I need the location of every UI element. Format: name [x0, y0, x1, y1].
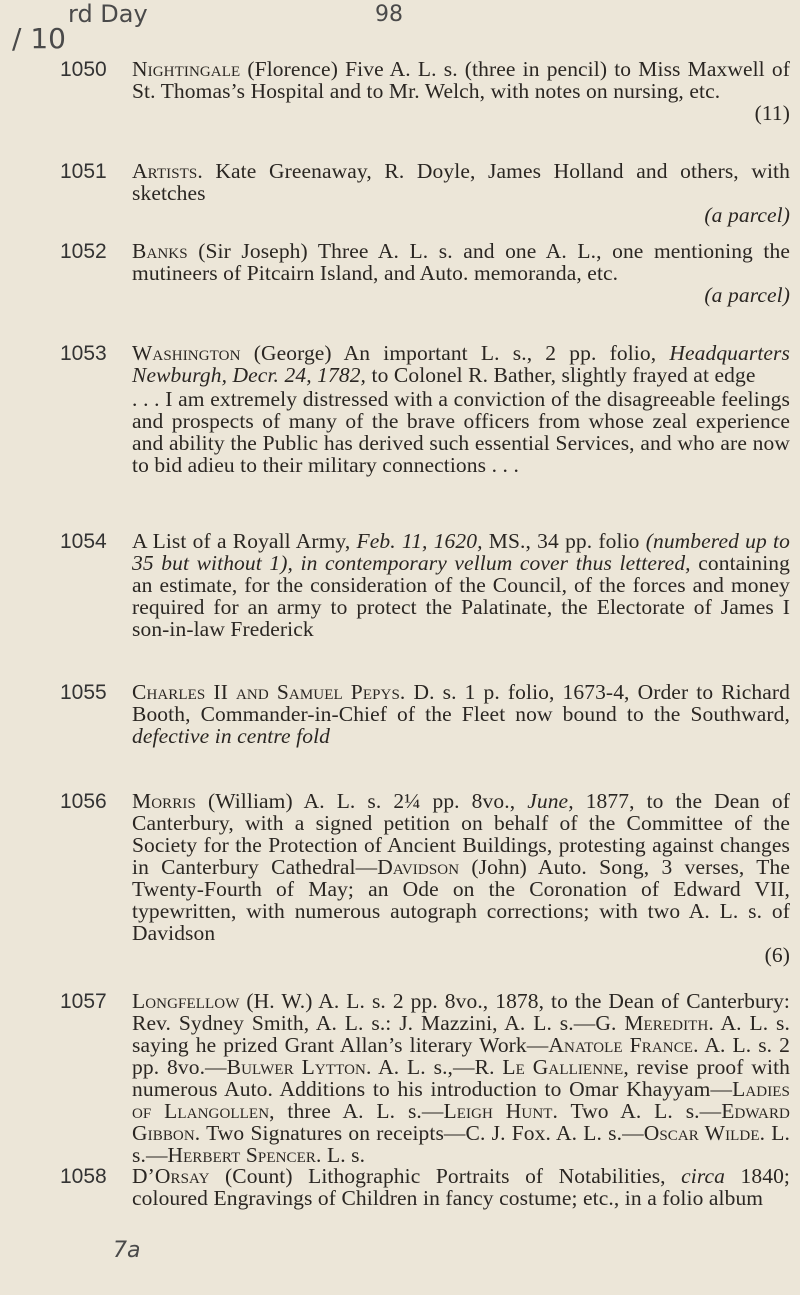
- lot-text: A List of a Royall Army,: [132, 529, 351, 553]
- lot-text: three A. L. s.—: [287, 1099, 444, 1123]
- lot-heading: Oscar Wilde.: [643, 1121, 766, 1145]
- lot-heading: Edward Gibbon.: [132, 1099, 790, 1145]
- lot-entry: [60, 240, 790, 306]
- lot-number: 1055: [60, 681, 107, 704]
- handwritten-page-number: 98: [375, 2, 403, 27]
- lot-heading: Morris: [132, 789, 196, 813]
- lot-text: MS., 34 pp. folio: [488, 529, 640, 553]
- lot-number: 1056: [60, 790, 107, 813]
- lot-heading: Anatole France.: [548, 1033, 699, 1057]
- lot-text: A. L. s. saying he prized Grant Allan’s literary Work—: [132, 1011, 790, 1057]
- lot-text-italic: June,: [527, 789, 574, 813]
- lot-heading: Washington: [132, 341, 241, 365]
- lot-description: [132, 1165, 790, 1209]
- lot-heading: Ladies of Llangollen,: [132, 1077, 790, 1123]
- lot-description: [132, 530, 790, 640]
- lot-text: (William) A. L. s. 2¼ pp. 8vo.,: [207, 789, 516, 813]
- lot-entry: [60, 790, 790, 966]
- lot-text: (Sir Joseph) Three A. L. s. and one A. L., one mentioning the mutineers of Pitcairn Island, and Auto. memoranda, etc.: [132, 239, 790, 285]
- lot-text: (John) Auto. Song, 3 verses, The Twenty-Fourth of May; an Ode on the Coronation of Edward VII, typewritten, with numerous autograph corrections; with two A. L. s. of Davidson: [132, 855, 790, 945]
- lot-number: 1052: [60, 240, 107, 263]
- lot-heading: D’Orsay: [132, 1164, 210, 1188]
- lot-heading: Leigh Hunt.: [443, 1099, 558, 1123]
- lot-text: revise proof with numerous Auto. Additions to his introduction to Omar Khayyam—: [132, 1055, 791, 1101]
- lot-text: 1877, to the Dean of Canterbury, with a signed petition on behalf of the Committee of the Society for the Protection of Ancient Buildings, protesting against changes in Canterbury Cathedral—: [132, 789, 791, 879]
- lot-number: 1057: [60, 990, 107, 1013]
- lot-entry: [60, 681, 790, 747]
- lot-count: (6): [764, 943, 790, 967]
- lot-count: (a parcel): [704, 283, 790, 307]
- lot-heading: Herbert Spencer.: [167, 1143, 322, 1167]
- lot-text: A. L. s. 2 pp. 8vo.—: [132, 1033, 790, 1079]
- lot-description: [132, 240, 790, 306]
- lot-entry: [60, 342, 790, 476]
- lot-text-italic: circa: [681, 1164, 726, 1188]
- lot-text: L. s.: [326, 1143, 366, 1167]
- lot-number: 1054: [60, 530, 107, 553]
- lot-heading: Nightingale: [132, 57, 241, 81]
- lot-text-italic: (numbered up to 35 but without 1), in contemporary vellum cover thus lettered,: [132, 529, 790, 575]
- lot-heading: Meredith.: [624, 1011, 714, 1035]
- lot-entry: [60, 160, 790, 226]
- lot-count: (11): [754, 101, 790, 125]
- lot-number: 1053: [60, 342, 107, 365]
- lot-text: (Florence) Five A. L. s. (three in pencil) to Miss Maxwell of St. Thomas’s Hospital and to Mr. Welch, with notes on nursing, etc.: [132, 57, 790, 103]
- lot-text: 1840; coloured Engravings of Children in fancy costume; etc., in a folio album: [132, 1164, 790, 1210]
- lot-heading: Artists.: [132, 159, 203, 183]
- handwritten-lot-mark: / 10: [12, 22, 66, 55]
- lot-heading: Longfellow: [132, 989, 240, 1013]
- lot-heading: Bulwer Lytton.: [226, 1055, 372, 1079]
- lot-heading: Le Gallienne,: [502, 1055, 629, 1079]
- lot-count: (a parcel): [704, 203, 790, 227]
- lot-heading: Charles II and Samuel Pepys.: [132, 680, 406, 704]
- lot-text-italic: Headquarters Newburgh, Decr. 24, 1782,: [132, 341, 790, 387]
- lot-text: L. s.—: [132, 1121, 791, 1167]
- lot-text: Two Signatures on receipts—C. J. Fox. A. L. s.—: [206, 1121, 644, 1145]
- lot-number: 1058: [60, 1165, 107, 1188]
- lot-entry: [60, 1165, 790, 1209]
- lot-text-italic: defective in centre fold: [132, 724, 330, 748]
- lot-description: [132, 160, 790, 226]
- handwritten-bottom-mark: 7a: [113, 1238, 141, 1263]
- lot-text: D. s. 1 p. folio, 1673-4, Order to Richard Booth, Commander-in-Chief of the Fleet now bound to the Southward,: [132, 680, 790, 726]
- lot-description: [132, 681, 790, 747]
- lot-number: 1051: [60, 160, 107, 183]
- lot-heading: Banks: [132, 239, 188, 263]
- lot-entry: [60, 58, 790, 124]
- lot-text: (H. W.) A. L. s. 2 pp. 8vo., 1878, to the Dean of Canterbury: Rev. Sydney Smith, A. L. s.: J. Mazzini, A. L. s.—G.: [132, 989, 790, 1035]
- lot-entry: [60, 990, 790, 1166]
- lot-number: 1050: [60, 58, 107, 81]
- lot-text: to Colonel R. Bather, slightly frayed at edge: [371, 363, 756, 387]
- lot-description: [132, 790, 790, 966]
- lot-description: [132, 990, 790, 1166]
- lot-entry: [60, 530, 790, 640]
- lot-text: Kate Greenaway, R. Doyle, James Holland and others, with sketches: [132, 159, 790, 205]
- lot-description: [132, 58, 790, 124]
- lot-text-italic: Feb. 11, 1620,: [356, 529, 483, 553]
- handwritten-day-mark: rd Day: [68, 0, 148, 28]
- lot-text: (George) An important L. s., 2 pp. folio,: [253, 341, 657, 365]
- lot-text: A. L. s.,—R.: [378, 1055, 495, 1079]
- lot-text: Two A. L. s.—: [570, 1099, 722, 1123]
- lot-text: containing an estimate, for the consideration of the Council, of the forces and money required for an army to protect the Palatinate, the Electorate of James I son-in-law Frederick: [132, 551, 790, 641]
- lot-text: (Count) Lithographic Portraits of Notabilities,: [225, 1164, 666, 1188]
- lot-quote: . . . I am extremely distressed with a conviction of the disagreeable feelings and prospects of many of the brave officers from whose zeal experience and ability the Public has derived such essential Services, and who are now to bid adieu to their military connections . . .: [132, 387, 790, 477]
- lot-heading: Davidson: [377, 855, 460, 879]
- lot-description: [132, 342, 790, 476]
